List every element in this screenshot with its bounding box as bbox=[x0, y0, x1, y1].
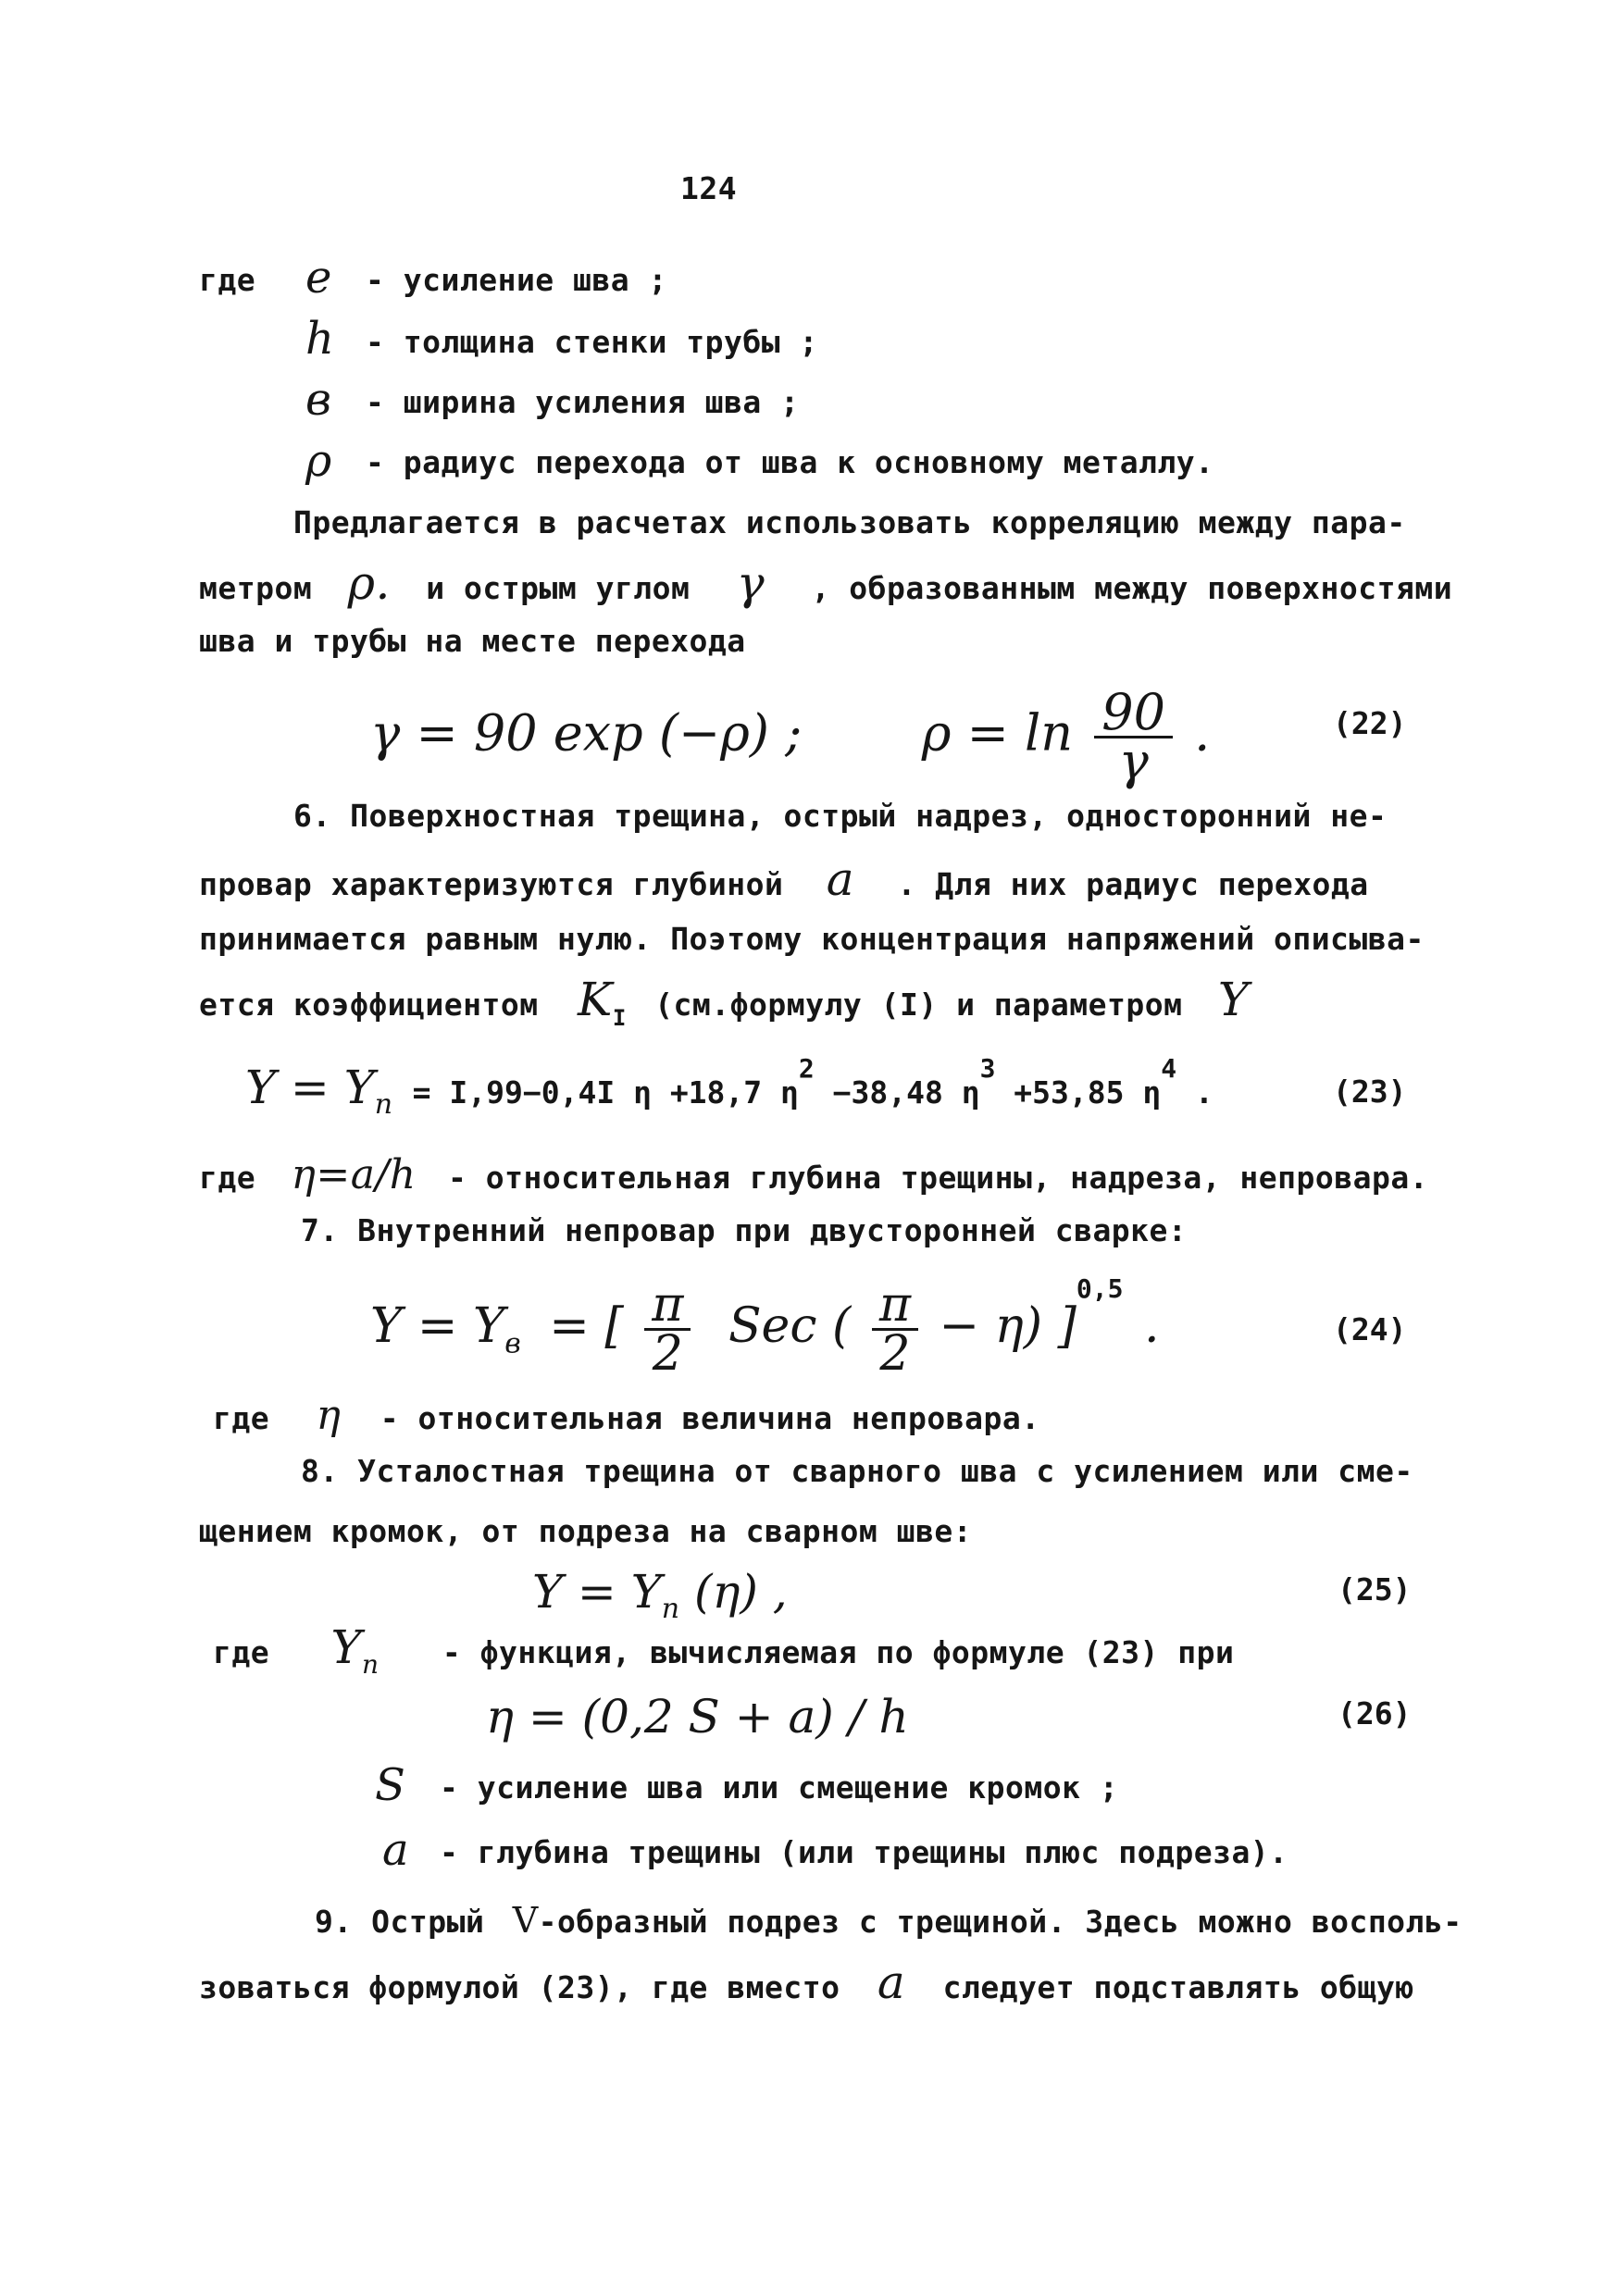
eq22-number: (22) bbox=[1333, 705, 1407, 741]
page-number: 124 bbox=[680, 170, 738, 206]
para8-line2: щением кромок, от подреза на сварном шве: bbox=[199, 1513, 973, 1549]
equation-26: η = (0,2 S + a) / h bbox=[486, 1690, 909, 1744]
para9-line1-b: -образный подрез с трещиной. Здесь можно восполь- bbox=[538, 1904, 1462, 1940]
eq24-num2: π bbox=[872, 1282, 918, 1331]
para1-line2-b: и острым углом bbox=[426, 570, 691, 606]
where25-symbol-sub: п bbox=[362, 1649, 380, 1680]
para1-line3: шва и трубы на месте перехода bbox=[199, 623, 746, 659]
def-text-rho: - радиус перехода от шва к основному металлу. bbox=[366, 444, 1214, 480]
equation-25 bbox=[532, 1564, 788, 1637]
eq24-power: 0,5 bbox=[1076, 1272, 1124, 1304]
eq23-body: = I,99−0,4I η +18,7 η bbox=[412, 1074, 799, 1111]
def26-symbol-s: S bbox=[375, 1759, 405, 1811]
equation-24 bbox=[370, 1272, 1160, 1382]
eq23-body-2: −38,48 η bbox=[814, 1074, 980, 1111]
eq25-lhs-text: Y = Y bbox=[532, 1565, 662, 1619]
eq24-sec: Sec ( bbox=[728, 1298, 852, 1354]
eq22-denominator: γ bbox=[1118, 732, 1149, 790]
def26-text-s: - усиление шва или смещение кромок ; bbox=[440, 1769, 1119, 1806]
eq22-numerator: 90 bbox=[1094, 689, 1173, 738]
eq22-left: γ = 90 exp (−ρ) ; bbox=[370, 703, 803, 763]
eq24-fraction-2 bbox=[872, 1277, 918, 1382]
k-letter: K bbox=[578, 973, 613, 1026]
eq22-fraction bbox=[1094, 683, 1173, 790]
eq23-body-3: +53,85 η bbox=[995, 1074, 1162, 1111]
para8-line1: 8. Усталостная трещина от сварного шва с усилением или сме- bbox=[301, 1453, 1413, 1489]
where25-symbol bbox=[330, 1620, 380, 1680]
eq24-tail: . bbox=[1144, 1298, 1160, 1354]
eq24-lhs-sub: в bbox=[504, 1327, 521, 1360]
para6-line4-a: ется коэффициентом bbox=[199, 987, 539, 1023]
def-text-h: - толщина стенки трубы ; bbox=[366, 324, 818, 360]
para6-line1: 6. Поверхностная трещина, острый надрез, односторонний не- bbox=[293, 798, 1388, 834]
def26-symbol-a: a bbox=[382, 1824, 409, 1876]
eq23-tail: . bbox=[1176, 1074, 1214, 1111]
eq26-number: (26) bbox=[1338, 1695, 1412, 1731]
eq25-number: (25) bbox=[1338, 1571, 1412, 1607]
para9-line2 bbox=[199, 1955, 1414, 2009]
para1-line2-c: , образованным между поверхностями bbox=[811, 570, 1453, 606]
def-symbol-h: h bbox=[305, 313, 334, 365]
para6-line2-a: провар характеризуются глубиной bbox=[199, 866, 784, 902]
eq25-lhs-sub: п bbox=[661, 1593, 680, 1625]
para6-line3: принимается равным нулю. Поэтому концентрация напряжений описыва- bbox=[199, 921, 1425, 957]
where23-symbol: η=a/h bbox=[291, 1151, 417, 1198]
def-symbol-e: e bbox=[305, 252, 332, 304]
where24-symbol: η bbox=[316, 1392, 342, 1439]
para9-line2-b: следует подставлять общую bbox=[942, 1969, 1414, 2005]
para6-symbol-k bbox=[578, 973, 627, 1031]
para6-symbol-a: a bbox=[826, 852, 855, 906]
eq24-den1: 2 bbox=[652, 1326, 683, 1382]
para9-symbol-a: a bbox=[877, 1955, 906, 2009]
para1-line2-a: метром bbox=[199, 570, 313, 606]
eq23-power-3: 3 bbox=[979, 1052, 996, 1084]
def26-text-a: - глубина трещины (или трещины плюс подреза). bbox=[440, 1834, 1288, 1870]
equation-23 bbox=[245, 1052, 1214, 1133]
where24-label: где bbox=[213, 1400, 270, 1436]
eq24-num1: π bbox=[644, 1282, 691, 1331]
def-text-b: - ширина усиления шва ; bbox=[366, 384, 800, 420]
eq24-mid: − η) bbox=[939, 1298, 1043, 1354]
eq24-close: ] bbox=[1057, 1298, 1077, 1354]
para9-symbol-v: V bbox=[512, 1900, 539, 1941]
where24-line bbox=[213, 1392, 1040, 1439]
para6-line4-b: (см.формулу (I) и параметром bbox=[654, 987, 1183, 1023]
eq24-lhs-text: Y = Y bbox=[370, 1298, 505, 1354]
eq25-rest: (η) , bbox=[693, 1565, 788, 1619]
para6-line4 bbox=[199, 973, 1250, 1036]
para9-line2-a: зоваться формулой (23), где вместо bbox=[199, 1969, 840, 2005]
eq24-den2: 2 bbox=[879, 1326, 911, 1382]
where23-text: - относительная глубина трещины, надреза, непровара. bbox=[447, 1160, 1429, 1196]
eq24-fraction-1 bbox=[644, 1277, 691, 1382]
where23-label: где bbox=[199, 1160, 256, 1196]
para9-line1 bbox=[315, 1902, 1462, 1941]
para1-symbol-rho: ρ. bbox=[347, 556, 391, 610]
eq23-lhs bbox=[245, 1061, 393, 1121]
equation-22 bbox=[370, 683, 1211, 790]
k-subscript: I bbox=[612, 1005, 627, 1031]
where25-symbol-text: Y bbox=[330, 1620, 362, 1674]
eq24-lhs bbox=[370, 1298, 521, 1360]
eq23-lhs-text: Y = Y bbox=[245, 1061, 375, 1114]
where23-line bbox=[199, 1151, 1429, 1198]
eq23-power-4: 4 bbox=[1161, 1052, 1177, 1084]
eq23-lhs-sub: п bbox=[374, 1088, 393, 1121]
para6-symbol-y: Y bbox=[1217, 973, 1250, 1026]
eq23-power-2: 2 bbox=[798, 1052, 815, 1084]
where25-label: где bbox=[213, 1634, 270, 1670]
def-symbol-b: в bbox=[305, 374, 331, 426]
def-symbol-rho: ρ bbox=[305, 435, 332, 487]
eq22-tail: . bbox=[1194, 703, 1211, 763]
para9-line1-a: 9. Острый bbox=[315, 1904, 485, 1940]
where-label: где bbox=[199, 262, 256, 298]
para6-line2-b: . Для них радиус перехода bbox=[897, 866, 1369, 902]
eq24-eq: = [ bbox=[549, 1298, 624, 1354]
eq24-number: (24) bbox=[1333, 1311, 1407, 1347]
para6-line2 bbox=[199, 852, 1369, 906]
def-text-e: - усиление шва ; bbox=[366, 262, 667, 298]
where25-text: - функция, вычисляемая по формуле (23) при bbox=[442, 1634, 1235, 1670]
para1-line2 bbox=[199, 556, 1453, 610]
eq23-number: (23) bbox=[1333, 1074, 1407, 1110]
para7-line1: 7. Внутренний непровар при двусторонней сварке: bbox=[301, 1212, 1188, 1248]
where24-text: - относительная величина непровара. bbox=[380, 1400, 1040, 1436]
para1-symbol-gamma: γ bbox=[736, 556, 765, 610]
para1-line1: Предлагается в расчетах использовать корреляцию между пара- bbox=[293, 504, 1406, 540]
where25-line bbox=[213, 1620, 1235, 1683]
eq22-right-prefix: ρ = ln bbox=[921, 703, 1074, 763]
